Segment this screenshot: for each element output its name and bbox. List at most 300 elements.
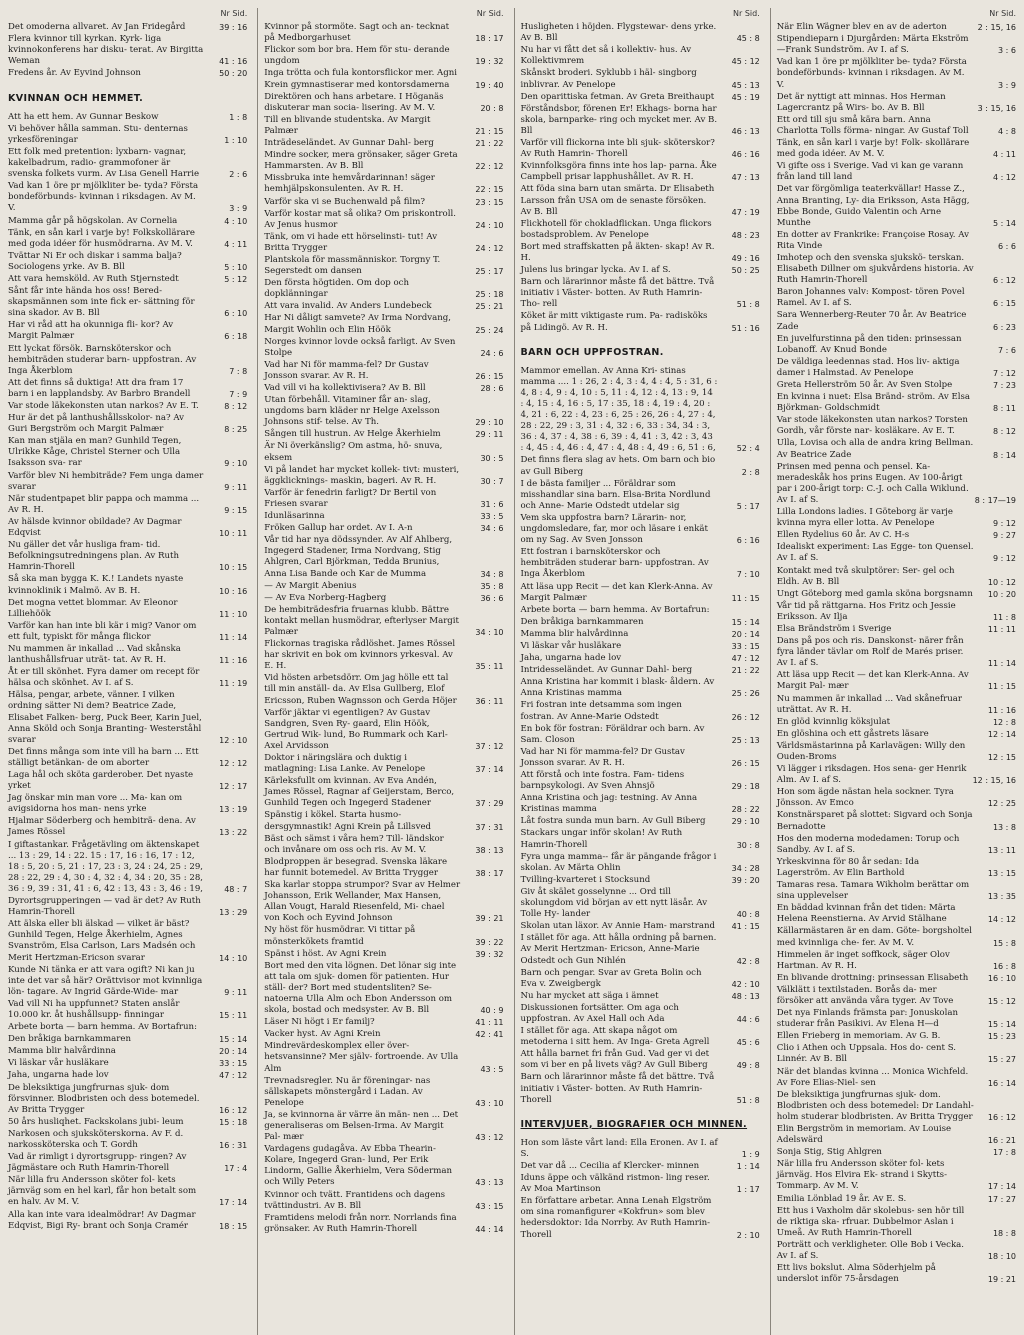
index-entry [8, 598, 247, 620]
entry-title: En juvelfurstinna på den tiden: prinsessan Lobanoff. Av Knud Bonde [776, 333, 962, 355]
entry-issue-page: 26 : 15 [475, 371, 504, 381]
entry-title: Fyra unga mamma-- får är pängande frågor i skolan. Av Märta Ohlin [520, 851, 717, 873]
entry-issue-page: 37 : 29 [475, 799, 504, 809]
entry-title: Varför vill flickorna inte bli sjuk- sköterskor? Av Ruth Hamrin- Thorell [520, 138, 715, 160]
index-entry [264, 673, 503, 706]
entry-issue-page: 40 : 9 [480, 1006, 504, 1016]
index-entry [777, 670, 1016, 692]
entry-title: Hos den moderna modedamen: Torup och Sandby. Av I. af S. [776, 833, 960, 855]
entry-issue-page: 15 : 11 [219, 1010, 248, 1020]
entry-title: Tänk, en sån karl i varje by! Folkskollärare med goda idéer för husmödrarna. Av M. V. [8, 227, 195, 249]
entry-title: Anna Kristina och jag: testning. Av Anna Kristinas mamma [520, 793, 698, 815]
entry-issue-page: 15 : 23 [987, 1032, 1016, 1042]
entry-title: Skånskt broderi. Syklubb i häl- singborg inblivrar. Av Penelope [520, 68, 697, 90]
entry-title: En bok för fostran: Föräldrar och barn. Av Sam. Closon [520, 723, 705, 745]
index-entry [264, 150, 503, 172]
index-entry [8, 1070, 247, 1081]
entry-issue-page: 17 : 27 [987, 1194, 1016, 1204]
entry-title: Imhotep och den svenska sjukskö- terskan. Elisabeth Dillner om sjukvårdens historia. Av Ruth Hamrin-Thorell [776, 252, 974, 286]
index-entry [8, 1152, 247, 1174]
entry-title: Vi läskar vår husläkare [520, 640, 622, 651]
entry-title: Barn och lärarinnor måste få det bättre. Två initiativ i Väster- botten. Av Ruth Hamrin-Tho- rell [520, 277, 715, 310]
index-entry [521, 45, 760, 67]
entry-issue-page: 25 : 21 [475, 302, 504, 312]
entry-issue-page: 2 : 6 [229, 170, 248, 180]
entry-issue-page: 8 : 17—19 [974, 495, 1016, 505]
entry-title: Ett livs bokslut. Alma Söderhjelm på underslot inför 75-årsdagen [776, 1263, 936, 1285]
entry-title: Baron Johannes valv: Kompost- tören Povel Ramel. Av I. af S. [776, 287, 965, 309]
index-entry [264, 834, 503, 856]
index-entry [264, 753, 503, 775]
entry-title: När Elin Wägner blev en av de aderton [776, 22, 947, 33]
entry-issue-page: 18 : 17 [475, 34, 504, 44]
entry-title: Vi på landet har mycket kollek- tivt: musteri, äggklicknings- maskin, bageri. Av R. H. [264, 464, 460, 486]
entry-issue-page: 21 : 15 [475, 126, 504, 136]
entry-title: Sången till hustrun. Av Helge Åkerhielm [264, 429, 441, 440]
entry-title: Bäst och sämst i våra hem? Till- ländskor och invånare om oss och ris. Av M. V. [264, 833, 444, 855]
index-entry [264, 961, 503, 1016]
index-entry [8, 621, 247, 643]
entry-issue-page: 30 : 5 [480, 453, 504, 463]
index-entry [777, 601, 1016, 623]
entry-title: Julens lus bringar lycka. Av I. af S. [520, 265, 671, 276]
entry-issue-page: 17 : 4 [224, 1164, 248, 1174]
entry-title: Så ska man bygga K. K.! Landets nyaste kvinnoklinik i Malmö. Av B. H. [8, 574, 184, 596]
entry-title: Himmelen är inget soffkock, säger Olov Hartman. Av R. H. [776, 949, 950, 971]
entry-issue-page: 33 : 15 [731, 641, 760, 651]
entry-title: När det blandas kvinna ... Monica Wichfeld. Av Fore Elias-Niel- sen [776, 1066, 969, 1088]
entry-issue-page: 50 : 20 [219, 69, 248, 79]
entry-issue-page: 41 : 11 [475, 1018, 504, 1028]
index-entry [521, 1072, 760, 1105]
index-entry [8, 816, 247, 838]
entry-issue-page: 12 : 8 [992, 717, 1016, 727]
entry-title: Elin Bergström in memoriam. Av Louise Adelswärd [776, 1124, 952, 1146]
entry-issue-page: 48 : 23 [731, 230, 760, 240]
index-entry [264, 173, 503, 195]
entry-issue-page: 22 : 12 [475, 162, 504, 172]
entry-title: Nu har vi fått det så i kollektiv- hus. Av Kollektivmrem [520, 45, 692, 67]
section-heading: BARN OCH UPPFOSTRAN. [520, 346, 664, 358]
entry-title: Missbruka inte hemvårdarinnan! säger hemhjälpskonsulenten. Av R. H. [264, 173, 435, 195]
index-entry [777, 380, 1016, 391]
entry-title: Norges kvinnor lovde också farligt. Av Sven Stolpe [264, 336, 456, 358]
entry-issue-page: 25 : 26 [731, 689, 760, 699]
entry-issue-page: 6 : 15 [992, 299, 1016, 309]
index-entry [8, 667, 247, 689]
entry-issue-page: 48 : 13 [731, 991, 760, 1001]
entry-issue-page: 13 : 19 [219, 805, 248, 815]
index-entry [8, 34, 247, 67]
index-entry [521, 875, 760, 886]
index-entry [8, 517, 247, 539]
index-entry [264, 593, 503, 604]
index-entry [777, 1159, 1016, 1192]
index-entry [521, 641, 760, 652]
entry-title: Fröken Gallup har ordet. Av I. A-n [264, 523, 413, 534]
entry-title: — Av Margit Abenius [264, 580, 357, 591]
entry-issue-page: 18 : 15 [219, 1221, 248, 1231]
index-entry [777, 138, 1016, 160]
index-entry [521, 161, 760, 183]
entry-title: En dotter av Frankrike: Françoise Rosay. Av Rita Vinde [776, 229, 969, 251]
entry-issue-page: 12 : 10 [219, 735, 248, 745]
entry-issue-page: 13 : 29 [219, 908, 248, 918]
entry-title: Det omoderna allvaret. Av Jan Fridegård [8, 22, 186, 33]
entry-title: Arbete borta — barn hemma. Av Bortafrun: [520, 604, 710, 615]
entry-title: Nu mammen är inkallad ... Vad skånefruar uträttat. Av R. H. [776, 693, 963, 715]
index-entry [777, 834, 1016, 856]
index-entry [264, 1076, 503, 1109]
index-entry [777, 161, 1016, 183]
entry-issue-page: 7 : 6 [998, 345, 1016, 355]
entry-issue-page: 14 : 10 [219, 953, 248, 963]
entry-title: Doktor i näringslära och duktig i matlagning: Lisa Lanke. Av Penelope [264, 753, 426, 775]
entry-title: Tvilling-kvarteret i Stocksund [520, 874, 651, 885]
entry-issue-page: 2 : 10 [736, 1230, 760, 1240]
index-entry [8, 1022, 247, 1033]
entry-issue-page: 6 : 10 [224, 309, 248, 319]
index-entry [264, 92, 503, 114]
entry-issue-page: 35 : 8 [480, 581, 504, 591]
index-entry [777, 903, 1016, 925]
entry-issue-page: 11 : 14 [987, 659, 1016, 669]
index-entry [521, 665, 760, 676]
entry-issue-page: 11 : 16 [219, 656, 248, 666]
entry-title: Vad vill Ni ha uppfunnet? Staten anslår 10.000 kr. åt hushållsupp- finningar [8, 998, 180, 1020]
index-entry [8, 216, 247, 227]
entry-title: I de bästa familjer ... Föräldrar som misshandlar sina barn. Elsa-Brita Nordlund och Anne- Marie Odstedt utdelar sig [520, 478, 711, 511]
entry-issue-page: 17 : 8 [992, 1148, 1016, 1158]
entry-issue-page: 29 : 11 [475, 430, 504, 440]
entry-title: En blivande drottning: prinsessan Elisabeth [776, 972, 969, 983]
index-entry [777, 1067, 1016, 1089]
entry-title: Utan förbehåll. Vitaminer får an- slag, ungdoms barn kläder nr Helge Axelsson Johnsons stif- telse. Av Th. [264, 395, 440, 428]
section-heading: INTERVJUER, BIOGRAFIER OCH MINNEN. [520, 1118, 748, 1130]
index-entry [521, 68, 760, 90]
index-entry [8, 1046, 247, 1057]
entry-issue-page: 50 : 25 [731, 266, 760, 276]
entry-title: Källarmästaren är en dam. Göte- borgsholtel med kvinnliga che- fer. Av M. V. [776, 926, 972, 948]
entry-title: Ellen Frieberg in memoriam. Av G. B. [776, 1031, 941, 1042]
entry-issue-page: 49 : 16 [731, 253, 760, 263]
entry-title: När lilla fru Andersson sköter fol- kets järnväg som en hel karl, får hon betalt som en halv. Av M. V. [8, 1175, 197, 1208]
entry-title: Att vara invalid. Av Anders Lundebeck [264, 301, 432, 312]
index-entry [777, 230, 1016, 252]
entry-issue-page: 17 : 14 [219, 1198, 248, 1208]
entry-title: Det mogna vettet blommar. Av Eleonor Lilliehöök [8, 597, 178, 619]
index-entry [8, 1034, 247, 1045]
entry-title: Det är nyttigt att minnas. Hos Herman Lagercrantz på Wirs- bo. Av B. Bll [776, 91, 946, 113]
index-entry [8, 68, 247, 79]
entry-title: Den bråkiga barnkammaren [8, 1034, 132, 1045]
entry-issue-page: 10 : 11 [219, 529, 248, 539]
entry-title: En glöd kvinnlig köksjulat [776, 716, 891, 727]
entry-issue-page: 1 : 14 [736, 1162, 760, 1171]
index-entry [264, 776, 503, 809]
entry-title: I stället för aga. Att hålla ordning på barnen. Av Merit Hertzman- Ericson, Anne-Marie Odstedt och Gun Nihlén [520, 933, 717, 966]
entry-title: Var stode läkekonsten utan narkos? Torsten Gordh, vår förste nar- kosläkare. Av E. T. [776, 415, 968, 437]
index-column-2 [257, 8, 503, 1335]
entry-title: Läser Ni högt i Er familj? [264, 1017, 375, 1028]
entry-title: Varför kostar mat så olika? Om priskontroll. Av Jenus husmor [264, 208, 456, 230]
entry-title: Åt er till skönhet. Fyra damer om recept för hälsa och skönhet. Av I. af S. [8, 667, 200, 689]
index-column-1 [8, 8, 247, 1335]
entry-issue-page: 5 : 17 [736, 501, 760, 511]
index-entry [777, 115, 1016, 137]
entry-issue-page: 13 : 11 [987, 845, 1016, 855]
entry-title: Barn och lärarinnor måste få det bättre. Två initiativ i Väster- botten. Av Ruth Hamrin-Thorell [520, 1072, 715, 1105]
entry-title: Vår tid på rättgarna. Hos Fritz och Jessie Eriksson. Av Ilja [776, 600, 956, 622]
index-entry [264, 949, 503, 960]
index-entry [264, 278, 503, 300]
index-entry [521, 852, 760, 874]
index-entry [8, 840, 247, 895]
entry-issue-page: 5 : 10 [224, 262, 248, 272]
entry-title: Kunde Ni tänka er att vara ogift? Ni kan ju inte det var så här? Orättvisor mot kvinnliga lön- tagare. Av Ingrid Gärde-Wide- mar [8, 964, 203, 997]
entry-title: En bäddad kvinnan från det tiden: Märta Helena Reenstierna. Av Arvid Stälhane [776, 903, 956, 925]
index-entry [8, 793, 247, 815]
index-entry [521, 138, 760, 160]
entry-issue-page: 34 : 8 [480, 569, 504, 579]
index-entry [521, 104, 760, 137]
entry-title: Kärleksfullt om kvinnan. Av Eva Andén, James Rössel, Ragnar af Geijerstam, Berco, Gunhild Tegen och Ingegerd Stadener [264, 776, 455, 809]
entry-issue-page: 12 : 15, 16 [972, 776, 1016, 786]
entry-issue-page: 37 : 14 [475, 765, 504, 775]
index-entry [8, 436, 247, 469]
entry-title: Mindrevärdeskomplex eller över- hetsvansinne? Mer själv- fortroende. Av Ulla Alm [264, 1041, 459, 1074]
index-entry [8, 147, 247, 180]
entry-issue-page: 11 : 8 [992, 612, 1016, 622]
entry-title: Vad vill vi ha kollektivisera? Av B. Bll [264, 383, 426, 393]
index-entry [8, 378, 247, 400]
entry-title: Av hälsde kvinnor obildade? Av Dagmar Edqvist [8, 516, 182, 539]
entry-title: Giv åt skälet gosselynne ... Ord till skolungdom vid början av ett nytt läsår. Av Tolle Hy- lander [520, 886, 708, 920]
entry-issue-page: 1 : 10 [224, 135, 248, 145]
entry-title: Clio i Athen och Uppsala. Hos do- cent S. Linnér. Av B. Bll [776, 1043, 957, 1065]
index-entry [264, 810, 503, 832]
entry-issue-page: 8 : 14 [992, 450, 1016, 460]
index-entry [264, 925, 503, 947]
entry-title: Den oparittiska fetman. Av Greta Breithaupt [520, 91, 715, 102]
entry-title: — Av Eva Norberg-Hagberg [264, 592, 387, 603]
column-header-nr-sid: Nr Sid. [733, 9, 760, 18]
index-entry [521, 1138, 760, 1160]
entry-title: Ungt Göteborg med gamla sköna borgsnamn [776, 588, 973, 599]
index-entry [8, 124, 247, 146]
index-entry [777, 1194, 1016, 1205]
entry-title: Barn och pengar. Svar av Greta Bolin och Eva v. Zweigbergk [520, 967, 702, 989]
index-entry [521, 617, 760, 628]
entry-title: Spänstig i kökel. Starta husmo- dersgymnastik! Agni Krein på Lillsved [264, 810, 432, 832]
entry-title: Den första högtiden. Om dop och dopklänningar [264, 278, 410, 300]
entry-issue-page: 9 : 27 [992, 531, 1016, 541]
entry-issue-page: 43 : 13 [475, 1178, 504, 1188]
index-entry [8, 919, 247, 963]
index-entry [264, 535, 503, 579]
entry-issue-page: 41 : 15 [731, 922, 760, 932]
entry-issue-page: 51 : 8 [736, 300, 760, 310]
entry-issue-page: 11 : 15 [987, 682, 1016, 692]
index-entry [264, 22, 503, 44]
entry-issue-page: 20 : 14 [219, 1047, 248, 1057]
entry-issue-page: 13 : 8 [992, 822, 1016, 832]
index-entry [777, 1008, 1016, 1030]
index-entry [777, 34, 1016, 56]
entry-issue-page: 42 : 8 [736, 956, 760, 966]
entry-issue-page: 40 : 8 [736, 910, 760, 920]
entry-issue-page: 16 : 12 [987, 1112, 1016, 1122]
entry-title: Vardagens gudagåva. Av Ebba Thearin-Kolare, Ingegerd Gran- lund, Per Erik Lindorm, Gallie Åkerhielm, Vera Söderman och Willy Peters [264, 1144, 453, 1188]
entry-title: Vi lägger i riksdagen. Hos sena- ger Henrik Alm. Av I. af S. [776, 764, 967, 786]
index-entry [264, 1029, 503, 1040]
entry-issue-page: 6 : 12 [992, 276, 1016, 286]
entry-title: Varför jäktar vi egentligen? Av Gustav Sandgren, Sven Ry- gaard, Elin Höök, Gertrud Wik- lund, Bo Rummark och Karl- Axel Arvidsson [264, 707, 448, 751]
entry-issue-page: 45 : 19 [731, 92, 760, 102]
index-entry [777, 1263, 1016, 1285]
index-entry [521, 1173, 760, 1195]
index-entry [521, 265, 760, 276]
entry-title: Vad kan 1 öre pr mjölkliter be- tyda? Första bondeförbunds- kvinnan i riksdagen. Av M. V. [8, 181, 199, 214]
index-entry [521, 1196, 760, 1240]
entry-title: Att ha ett hem. Av Gunnar Beskow [8, 111, 159, 122]
entry-issue-page: 43 : 12 [475, 1133, 504, 1143]
index-entry [521, 921, 760, 932]
entry-issue-page: 15 : 14 [987, 1020, 1016, 1030]
entry-title: Vad är rimligt i dyrortsgrupp- ringen? Av Jägmästare och Ruth Hamrin-Thorell [8, 1152, 187, 1174]
entry-issue-page: 1 : 9 [741, 1149, 760, 1159]
entry-issue-page: 3 : 6 [998, 46, 1016, 56]
entry-issue-page: 3 : 15, 16 [977, 103, 1016, 113]
index-entry [777, 636, 1016, 669]
index-entry [264, 1017, 503, 1028]
entry-title: Kvinnor på stormöte. Sagt och an- tecknat på Medborgarhuset [264, 22, 450, 44]
index-entry [777, 415, 1016, 437]
index-entry [777, 950, 1016, 972]
column-header-nr-sid: Nr Sid. [220, 9, 248, 18]
entry-issue-page: 8 : 25 [224, 425, 248, 435]
index-entry [521, 311, 760, 333]
entry-title: Blodproppen är besegrad. Svenska läkare har funnit botemedel. Av Britta Trygger [264, 856, 448, 878]
entry-title: Vi behöver hålla samman. Stu- denternas yrkesföreningar [8, 123, 188, 145]
entry-issue-page: 15 : 14 [219, 1035, 248, 1045]
entry-issue-page: 19 : 32 [475, 57, 504, 67]
entry-issue-page: 47 : 12 [731, 654, 760, 664]
index-entry [521, 366, 760, 455]
entry-title: Nu har mycket att säga i ämnet [520, 990, 659, 1001]
entry-title: Kvinnfolksgöra finns inte hos lap- parna. Åke Campbell prisar lapphushållet. Av R. H. [520, 161, 717, 183]
index-entry [264, 232, 503, 254]
entry-issue-page: 39 : 32 [475, 949, 504, 959]
entry-title: Tamaras resa. Tamara Wikholm berättar om sina upplevelser [776, 880, 970, 902]
entry-title: Mamma går på högskolan. Av Cornelia [8, 215, 178, 226]
entry-issue-page: 9 : 10 [224, 459, 248, 469]
entry-issue-page: 16 : 14 [987, 1078, 1016, 1088]
entry-issue-page: 3 : 9 [229, 204, 248, 214]
entry-title: Framtidens melodi från norr. Norrlands fina grönsaker. Av Ruth Hamrin-Thorell [264, 1212, 457, 1234]
entry-issue-page: 25 : 13 [731, 735, 760, 745]
entry-title: Arbete borta — barn hemma. Av Bortafrun: [8, 1022, 197, 1033]
entry-issue-page: 12 : 25 [987, 799, 1016, 809]
entry-issue-page: 12 : 14 [987, 729, 1016, 739]
entry-issue-page: 9 : 11 [224, 482, 248, 492]
index-entry [8, 574, 247, 596]
entry-title: Att vara hemsköld. Av Ruth Stjernstedt [8, 273, 179, 284]
index-entry [264, 523, 503, 534]
index-entry [777, 741, 1016, 763]
entry-issue-page: 4 : 11 [224, 239, 248, 249]
entry-issue-page: 45 : 8 [736, 34, 760, 44]
entry-issue-page: 19 : 21 [987, 1275, 1016, 1285]
index-entry [8, 690, 247, 745]
index-entry [521, 1026, 760, 1048]
entry-issue-page: 39 : 20 [731, 875, 760, 885]
index-entry [521, 242, 760, 264]
entry-issue-page: 4 : 11 [992, 150, 1016, 160]
entry-title: När studentpapet blir pappa och mamma ... Av R. H. [8, 493, 200, 515]
index-entry [777, 1240, 1016, 1262]
entry-title: De väldiga leedennas stad. Hos liv- aktiga damer i Halmstad. Av Penelope [776, 356, 960, 378]
entry-issue-page: 6 : 23 [992, 322, 1016, 332]
entry-issue-page: 38 : 17 [475, 868, 504, 878]
entry-issue-page: 17 : 14 [987, 1182, 1016, 1192]
index-entry [521, 547, 760, 580]
index-entry [777, 1090, 1016, 1123]
index-entry [777, 392, 1016, 414]
entry-issue-page: 10 : 15 [219, 563, 248, 573]
entry-title: Ett folk med pretention: lyxbarn- vagnar, kakelbadrum, radio- grammofoner är svenska folkets vurm. Av Lisa Genell Harrie [8, 146, 200, 180]
entry-title: Välklätt i textilstaden. Borås da- mer försöker att använda våra tyger. Av Tove [776, 984, 954, 1006]
entry-issue-page: 14 : 12 [987, 915, 1016, 925]
entry-issue-page: 5 : 12 [224, 274, 248, 284]
entry-title: Att föda sina barn utan smärta. Dr Elisabeth Larsson från USA om de senaste försöken. Av B. Bll [520, 184, 715, 217]
entry-issue-page: 42 : 41 [475, 1030, 504, 1040]
entry-title: Mamma blir halvårdinna [520, 628, 629, 639]
entry-issue-page: 29 : 10 [475, 418, 504, 428]
entry-issue-page: 9 : 11 [224, 987, 248, 997]
entry-title: Flickor som bor bra. Hem för stu- derande ungdom [264, 45, 450, 67]
entry-title: En glöshina och ett gåstrets läsare [776, 728, 929, 739]
entry-title: Spänst i höst. Av Agni Krein [264, 948, 387, 959]
entry-title: Världsmästarinna på Karlavägen: Willy den Ouden-Broms [776, 740, 966, 762]
entry-issue-page: 19 : 40 [475, 80, 504, 90]
entry-issue-page: 11 : 16 [987, 705, 1016, 715]
index-entry [8, 1117, 247, 1128]
index-entry [521, 1161, 760, 1172]
entry-title: Att läsa upp Recit — det kan Klerk-Anna. Av Margit Pal- mær [776, 670, 969, 692]
entry-title: När lilla fru Andersson sköter fol- kets järnväg. Hos Elvira Ek- strand i Skytts-Tommarp. Av M. V. [776, 1159, 948, 1192]
entry-issue-page: 10 : 20 [987, 589, 1016, 599]
entry-title: Porträtt och verkligheter. Olle Bob i Vecka. Av I. af S. [776, 1239, 965, 1262]
entry-title: Vår tid har nya dödssynder. Av Alf Ahlberg, Ingegerd Stadener, Irma Nordvang, Stig Ahlgren, Carl Björkman, Tedda Brunius, Anna Lisa Bande och Kar de Mumma [264, 535, 453, 579]
index-entry [777, 507, 1016, 529]
index-entry [264, 138, 503, 149]
entry-issue-page: 21 : 22 [731, 666, 760, 676]
index-entry [264, 1190, 503, 1212]
index-column-3 [514, 8, 760, 1335]
index-entry [8, 1210, 247, 1232]
index-entry [8, 274, 247, 285]
entry-issue-page: 45 : 6 [736, 1038, 760, 1048]
index-entry [264, 1110, 503, 1143]
entry-issue-page: 11 : 14 [219, 632, 248, 642]
entry-title: Har vi råd att ha okunniga fli- kor? Av Margit Palmær [8, 320, 174, 342]
index-entry [8, 228, 247, 250]
entry-title: De bleksiktiga jungfrurnas sjuk- dom försvinner. Blodbristen och dess botemedel. Av Britta Trygger [8, 1082, 200, 1115]
entry-title: Den bråkiga barnkammaren [520, 616, 644, 627]
entry-issue-page: 39 : 16 [219, 23, 248, 33]
index-entry [264, 115, 503, 137]
